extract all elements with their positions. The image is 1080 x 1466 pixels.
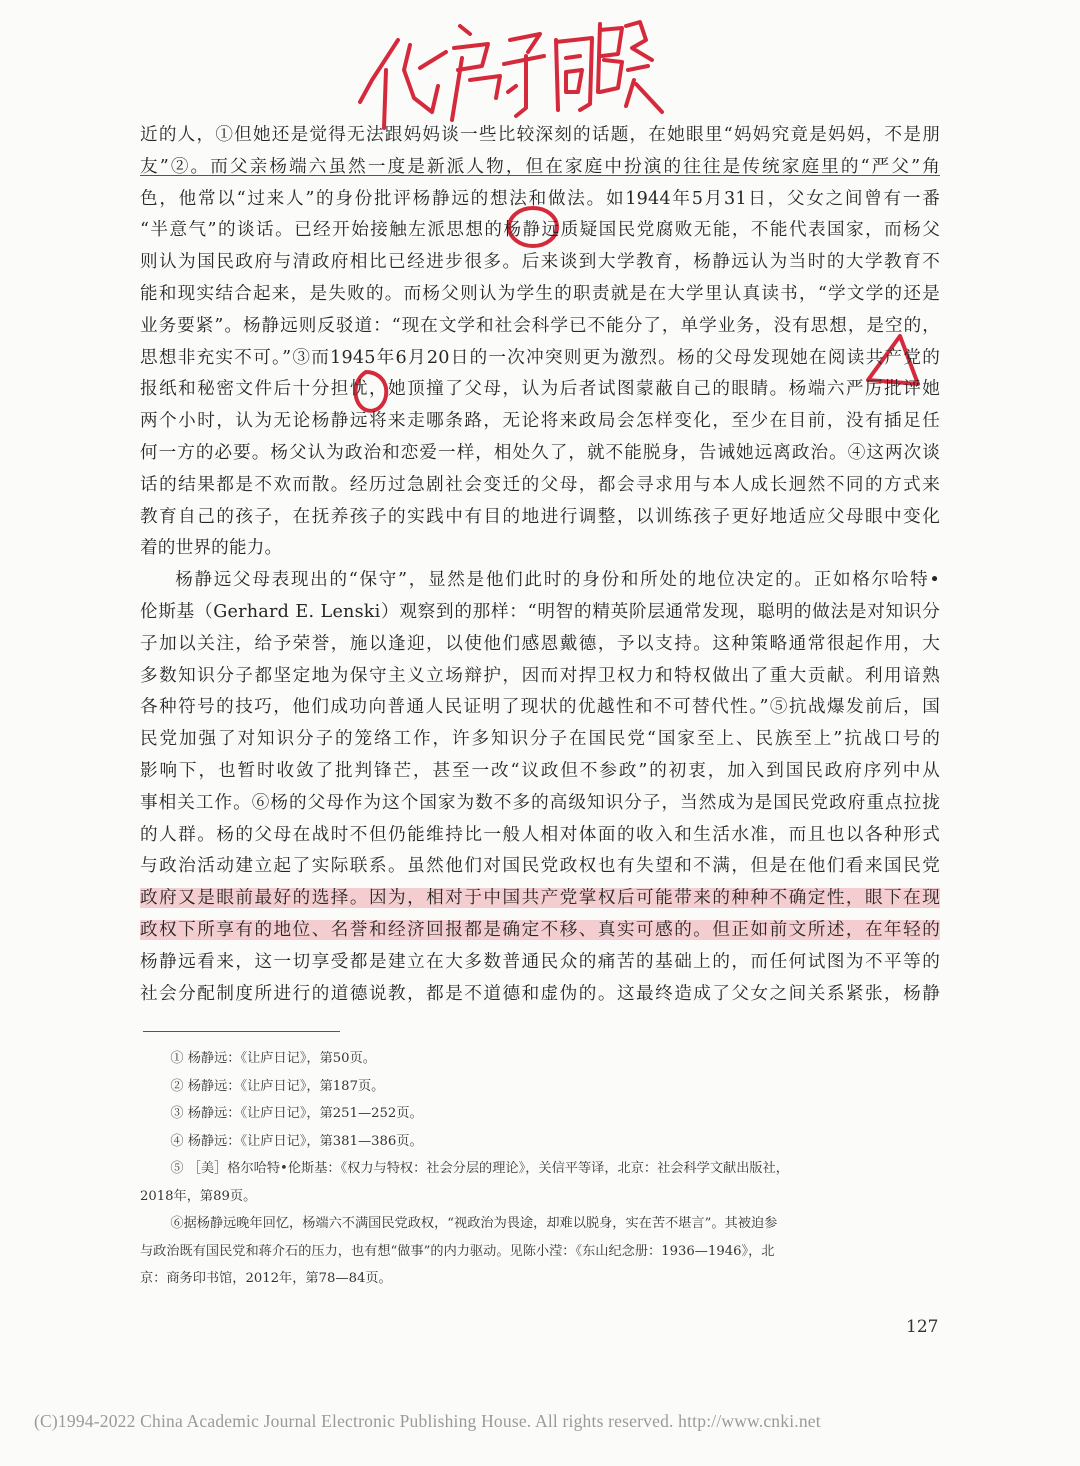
text-line: 着的世界的能力。 — [140, 538, 283, 559]
text-line: 教育自己的孩子，在抚养孩子的实践中有目的地进行调整，以训练孩子更好地适应父母眼中变化 — [140, 506, 940, 527]
footnote-4: ④ 杨静远：《让庐日记》，第381—386页。 — [170, 1133, 423, 1149]
text-line: 与政治活动建立起了实际联系。虽然他们对国民党政权也有失望和不满，但是在他们看来国民党 — [140, 856, 940, 877]
text-line: 社会分配制度所进行的道德说教，都是不道德和虚伪的。这最终造成了父女之间关系紧张，杨静 — [140, 983, 940, 1004]
copyright-line: (C)1994-2022 China Academic Journal Electronic Publishing House. All rights reserved. http://www.cnki.net — [34, 1411, 821, 1431]
text-line-highlighted: 政府又是眼前最好的选择。因为，相对于中国共产党掌权后可能带来的种种不确定性，眼下在现 — [140, 888, 940, 909]
text-line: 的人群。杨的父母在战时不但仍能维持比一般人相对体面的收入和生活水准，而且也以各种形式 — [140, 824, 940, 845]
text-line: 则认为国民政府与清政府相比已经进步很多。后来谈到大学教育，杨静远认为当时的大学教育不 — [140, 252, 940, 273]
footnote-divider — [143, 1031, 340, 1032]
text-line: 色，他常以“过来人”的身份批评杨静远的想法和做法。如1944年5月31日，父女之间曾有一番 — [140, 188, 940, 209]
paragraph-1 — [140, 120, 940, 533]
handwritten-title-note — [360, 22, 662, 128]
text-line: 影响下，也暂时收敛了批判锋芒，甚至一改“议政但不参政”的初衷，加入到国民政府序列中从 — [140, 760, 940, 781]
text-line: 报纸和秘密文件后十分担忧，她顶撞了父母，认为后者试图蒙蔽自己的眼睛。杨端六严厉批评她 — [140, 379, 940, 400]
text-line: 友”②。而父亲杨端六虽然一度是新派人物，但在家庭中扮演的往往是传统家庭里的“严父”角 — [140, 156, 940, 177]
page-number: 127 — [906, 1317, 939, 1337]
text-line: 各种符号的技巧，他们成功向普通人民证明了现状的优越性和不可替代性。”⑤抗战爆发前后，国 — [140, 697, 940, 718]
text-line: 杨静远父母表现出的“保守”，显然是他们此时的身份和所处的地位决定的。正如格尔哈特• — [175, 570, 940, 591]
paragraph-2-body — [140, 597, 940, 1010]
text-line: 多数知识分子都坚定地为保守主义立场辩护，因而对捍卫权力和特权做出了重大贡献。利用谙熟 — [140, 665, 940, 686]
paragraph-1-end — [140, 533, 940, 565]
text-line: 思想非充实不可。”③而1945年6月20日的一次冲突则更为激烈。杨的父母发现她在阅读共产党的 — [140, 347, 940, 368]
text-line-highlighted: 何一方的必要。杨父认为政治和恋爱一样，相处久了，就不能脱身，告诫她远离政治。④这两次谈 — [140, 442, 940, 463]
text-line: 能和现实结合起来，是失败的。而杨父则认为学生的职责就是在大学里认真读书，“学文学的还是 — [140, 283, 940, 304]
text-line-highlighted: 政权下所享有的地位、名誉和经济回报都是确定不移、真实可感的。但正如前文所述，在年轻的 — [140, 919, 940, 940]
paragraph-2 — [140, 565, 940, 597]
text-line: “半意气”的谈话。已经开始接触左派思想的杨静远质疑国民党腐败无能，不能代表国家，而杨父 — [140, 220, 940, 241]
text-line: 事相关工作。⑥杨的父母作为这个国家为数不多的高级知识分子，当然成为是国民党政府重点拉拢 — [140, 792, 940, 813]
text-line: 伦斯基（Gerhard E. Lenski）观察到的那样：“明智的精英阶层通常发现，聪明的做法是对知识分 — [140, 601, 940, 622]
body-text — [140, 120, 940, 1010]
text-line: 两个小时，认为无论杨静远将来走哪条路，无论将来政局会怎样变化，至少在目前，没有插足任 — [140, 411, 940, 432]
text-line: 话的结果都是不欢而散。经历过急剧社会变迁的父母，都会寻求用与本人成长迥然不同的方式来 — [140, 474, 940, 495]
text-line: 民党加强了对知识分子的笼络工作，许多知识分子在国民党“国家至上、民族至上”抗战口号的 — [140, 729, 940, 750]
footnote-6: ⑥据杨静远晚年回忆，杨端六不满国民党政权，“视政治为畏途，却难以脱身，实在苦不堪言”。其被迫参 — [170, 1216, 778, 1231]
footnote-6-cont: 京：商务印书馆，2012年，第78—84页。 — [140, 1271, 392, 1286]
text-line: 子加以关注，给予荣誉，施以逢迎，以使他们感恩戴德，予以支持。这种策略通常很起作用，大 — [140, 633, 940, 654]
footnote-5: ⑤ ［美］格尔哈特•伦斯基：《权力与特权：社会分层的理论》，关信平等译，北京：社会科学文献出版社， — [170, 1161, 789, 1176]
footnote-2: ② 杨静远：《让庐日记》，第187页。 — [170, 1078, 385, 1094]
text-line: 近的人，①但她还是觉得无法跟妈妈谈一些比较深刻的话题，在她眼里“妈妈究竟是妈妈，不是朋 — [140, 125, 940, 145]
text-line: 杨静远看来，这一切享受都是建立在大多数普通民众的痛苦的基础上的，而任何试图为不平等的 — [140, 951, 940, 972]
footnote-3: ③ 杨静远：《让庐日记》，第251—252页。 — [170, 1106, 423, 1121]
text-line: 业务要紧”。杨静远则反驳道：“现在文学和社会科学已不能分了，单学业务，没有思想，是空的， — [140, 315, 940, 336]
footnote-1: ① 杨静远：《让庐日记》，第50页。 — [170, 1051, 376, 1066]
footnote-5-cont: 2018年，第89页。 — [140, 1188, 257, 1204]
footnotes — [140, 1045, 940, 1293]
footnote-6-cont: 与政治既有国民党和蒋介石的压力，也有想“做事”的内力驱动。见陈小滢：《东山纪念册：1936—1946》，北 — [140, 1243, 775, 1259]
